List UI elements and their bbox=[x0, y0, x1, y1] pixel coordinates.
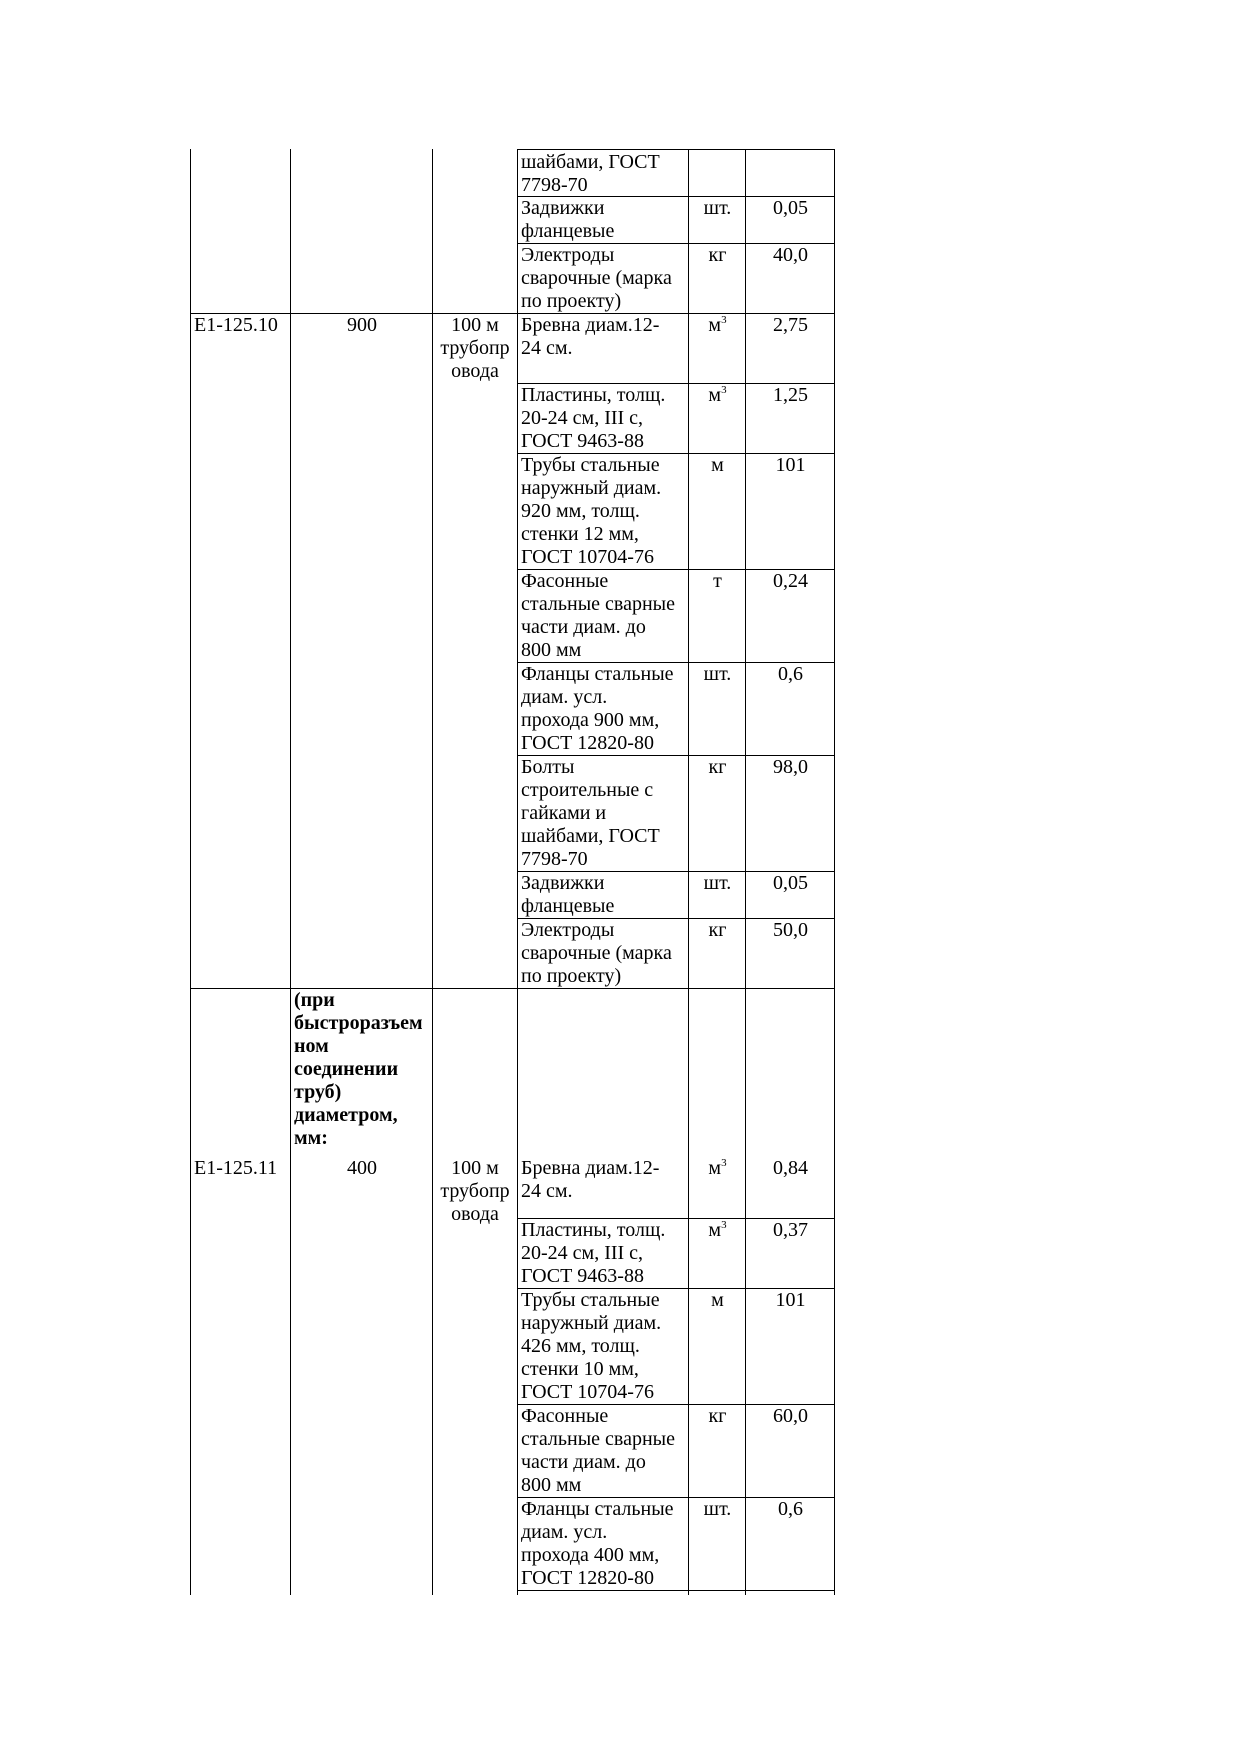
measure-cell: 100 м трубопр овода bbox=[440, 1157, 510, 1225]
col-line bbox=[517, 149, 518, 1595]
material-cell: Бревна диам.12- 24 см. bbox=[521, 314, 660, 359]
material-cell: Электроды сварочные (марка по проекту) bbox=[521, 244, 672, 312]
code-cell: Е1-125.10 bbox=[194, 314, 278, 336]
diameter-cell: 400 bbox=[347, 1157, 377, 1179]
material-cell: Трубы стальные наружный диам. 426 мм, толщ. стенки 10 мм, ГОСТ 10704-76 bbox=[521, 1289, 662, 1403]
col-line bbox=[290, 149, 291, 1595]
qty-cell: 98,0 bbox=[773, 756, 808, 778]
unit-text: м bbox=[708, 1157, 722, 1179]
unit-cell: кг bbox=[708, 244, 727, 266]
col-line bbox=[688, 149, 689, 1595]
unit-text: м bbox=[708, 384, 722, 406]
row-line bbox=[517, 149, 835, 150]
measure-cell: 100 м трубопр овода bbox=[440, 314, 510, 382]
qty-cell: 40,0 bbox=[773, 244, 808, 266]
unit-cell: кг bbox=[708, 756, 727, 778]
unit-superscript: 3 bbox=[721, 384, 727, 396]
unit-cell bbox=[690, 1157, 745, 1180]
qty-cell: 101 bbox=[775, 454, 806, 476]
material-cell: Электроды сварочные (марка по проекту) bbox=[521, 919, 672, 987]
qty-cell: 0,05 bbox=[773, 872, 808, 894]
qty-cell: 0,84 bbox=[773, 1157, 808, 1179]
row-line bbox=[190, 988, 835, 989]
section-heading: (при быстроразъем ном соединении труб) диаметром, мм: bbox=[294, 989, 423, 1149]
material-cell: Фасонные стальные сварные части диам. до 800 мм bbox=[521, 1405, 675, 1496]
material-cell: шайбами, ГОСТ 7798-70 bbox=[521, 151, 660, 196]
material-cell: Пластины, толщ. 20-24 см, III с, ГОСТ 9463-88 bbox=[521, 384, 666, 452]
unit-cell: шт. bbox=[703, 663, 732, 685]
qty-cell: 0,6 bbox=[778, 663, 803, 685]
material-cell: Пластины, толщ. 20-24 см, III с, ГОСТ 9463-88 bbox=[521, 1219, 666, 1287]
qty-cell: 2,75 bbox=[773, 314, 808, 336]
unit-text: м bbox=[708, 1219, 722, 1241]
col-line bbox=[190, 149, 191, 1595]
qty-cell: 0,05 bbox=[773, 197, 808, 219]
unit-cell: шт. bbox=[703, 872, 732, 894]
code-cell: Е1-125.11 bbox=[194, 1157, 278, 1179]
diameter-cell: 900 bbox=[347, 314, 377, 336]
col-line bbox=[745, 149, 746, 1595]
row-line bbox=[517, 1590, 835, 1591]
material-cell: Бревна диам.12- 24 см. bbox=[521, 1157, 660, 1202]
unit-text: м bbox=[708, 314, 722, 336]
material-cell: Трубы стальные наружный диам. 920 мм, толщ. стенки 12 мм, ГОСТ 10704-76 bbox=[521, 454, 662, 568]
qty-cell: 0,37 bbox=[773, 1219, 808, 1241]
col-line bbox=[834, 149, 835, 1595]
material-cell: Фасонные стальные сварные части диам. до 800 мм bbox=[521, 570, 675, 661]
unit-cell: кг bbox=[708, 1405, 727, 1427]
col-line bbox=[432, 149, 433, 1595]
material-cell: Фланцы стальные диам. усл. прохода 900 мм, ГОСТ 12820-80 bbox=[521, 663, 674, 754]
unit-cell: т bbox=[713, 570, 722, 592]
qty-cell: 0,6 bbox=[778, 1498, 803, 1520]
unit-cell bbox=[690, 314, 745, 337]
material-cell: Задвижки фланцевые bbox=[521, 872, 615, 917]
unit-cell: шт. bbox=[703, 197, 732, 219]
unit-cell: м bbox=[711, 454, 724, 476]
qty-cell: 101 bbox=[775, 1289, 806, 1311]
unit-superscript: 3 bbox=[721, 1219, 727, 1231]
qty-cell: 60,0 bbox=[773, 1405, 808, 1427]
material-cell: Фланцы стальные диам. усл. прохода 400 мм, ГОСТ 12820-80 bbox=[521, 1498, 674, 1589]
qty-cell: 0,24 bbox=[773, 570, 808, 592]
material-cell: Задвижки фланцевые bbox=[521, 197, 615, 242]
unit-superscript: 3 bbox=[721, 314, 727, 326]
unit-cell bbox=[690, 384, 745, 407]
unit-cell: м bbox=[711, 1289, 724, 1311]
unit-superscript: 3 bbox=[721, 1157, 727, 1169]
unit-cell: шт. bbox=[703, 1498, 732, 1520]
qty-cell: 50,0 bbox=[773, 919, 808, 941]
qty-cell: 1,25 bbox=[773, 384, 808, 406]
material-cell: Болты строительные с гайками и шайбами, ГОСТ 7798-70 bbox=[521, 756, 660, 870]
unit-cell bbox=[690, 1219, 745, 1242]
unit-cell: кг bbox=[708, 919, 727, 941]
